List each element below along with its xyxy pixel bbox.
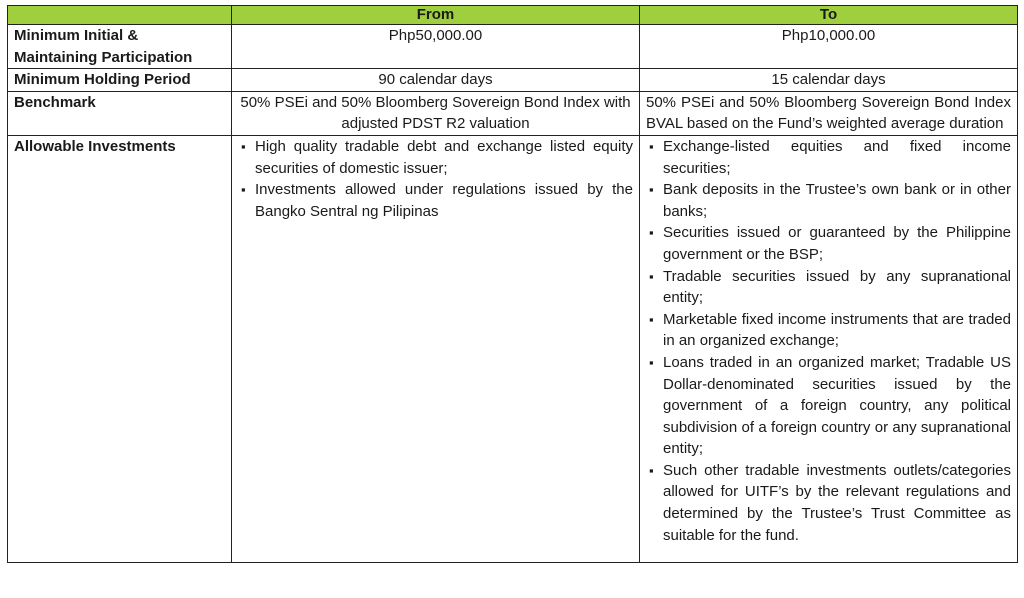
- label-allowable-investments: Allowable Investments: [8, 135, 232, 562]
- header-to: To: [640, 6, 1018, 25]
- row-holding-period: [8, 69, 1018, 92]
- row-allowable-investments: [8, 135, 1018, 562]
- row-benchmark: [8, 91, 1018, 135]
- list-item: ▪ Loans traded in an organized market; Tradable US Dollar-denominated securities issued by the government of a foreign country, any political subdivision of a foreign country or any supranational entity;: [646, 352, 1011, 460]
- label-holding-period: Minimum Holding Period: [8, 69, 232, 92]
- from-holding-period: 90 calendar days: [232, 69, 640, 92]
- list-item: ▪ High quality tradable debt and exchange listed equity securities of domestic issuer;: [238, 136, 633, 179]
- label-min-participation: Minimum Initial & Maintaining Participation: [8, 25, 232, 69]
- list-item: ▪ Such other tradable investments outlets/categories allowed for UITF’s by the relevant regulations and determined by the Trustee’s Trust Committee as suitable for the fund.: [646, 460, 1011, 546]
- to-holding-period: 15 calendar days: [640, 69, 1018, 92]
- list-item: ▪ Tradable securities issued by any supranational entity;: [646, 266, 1011, 309]
- row-min-participation: [8, 25, 1018, 69]
- to-benchmark: 50% PSEi and 50% Bloomberg Sovereign Bond Index BVAL based on the Fund’s weighted average duration: [640, 91, 1018, 135]
- header-blank: [8, 6, 232, 25]
- to-min-participation: Php10,000.00: [640, 25, 1018, 69]
- from-allowable-list: [238, 136, 633, 222]
- header-from: From: [232, 6, 640, 25]
- comparison-table: [7, 5, 1018, 563]
- list-item: ▪ Marketable fixed income instruments that are traded in an organized exchange;: [646, 309, 1011, 352]
- from-benchmark: 50% PSEi and 50% Bloomberg Sovereign Bond Index with adjusted PDST R2 valuation: [232, 91, 640, 135]
- label-benchmark: Benchmark: [8, 91, 232, 135]
- to-allowable-list: [646, 136, 1011, 546]
- from-min-participation: Php50,000.00: [232, 25, 640, 69]
- list-item: ▪ Investments allowed under regulations issued by the Bangko Sentral ng Pilipinas: [238, 179, 633, 222]
- to-allowable-investments: [640, 135, 1018, 562]
- list-item: ▪ Securities issued or guaranteed by the Philippine government or the BSP;: [646, 222, 1011, 265]
- list-item: ▪ Exchange-listed equities and fixed income securities;: [646, 136, 1011, 179]
- header-row: [8, 6, 1018, 25]
- list-item: ▪ Bank deposits in the Trustee’s own bank or in other banks;: [646, 179, 1011, 222]
- from-allowable-investments: [232, 135, 640, 562]
